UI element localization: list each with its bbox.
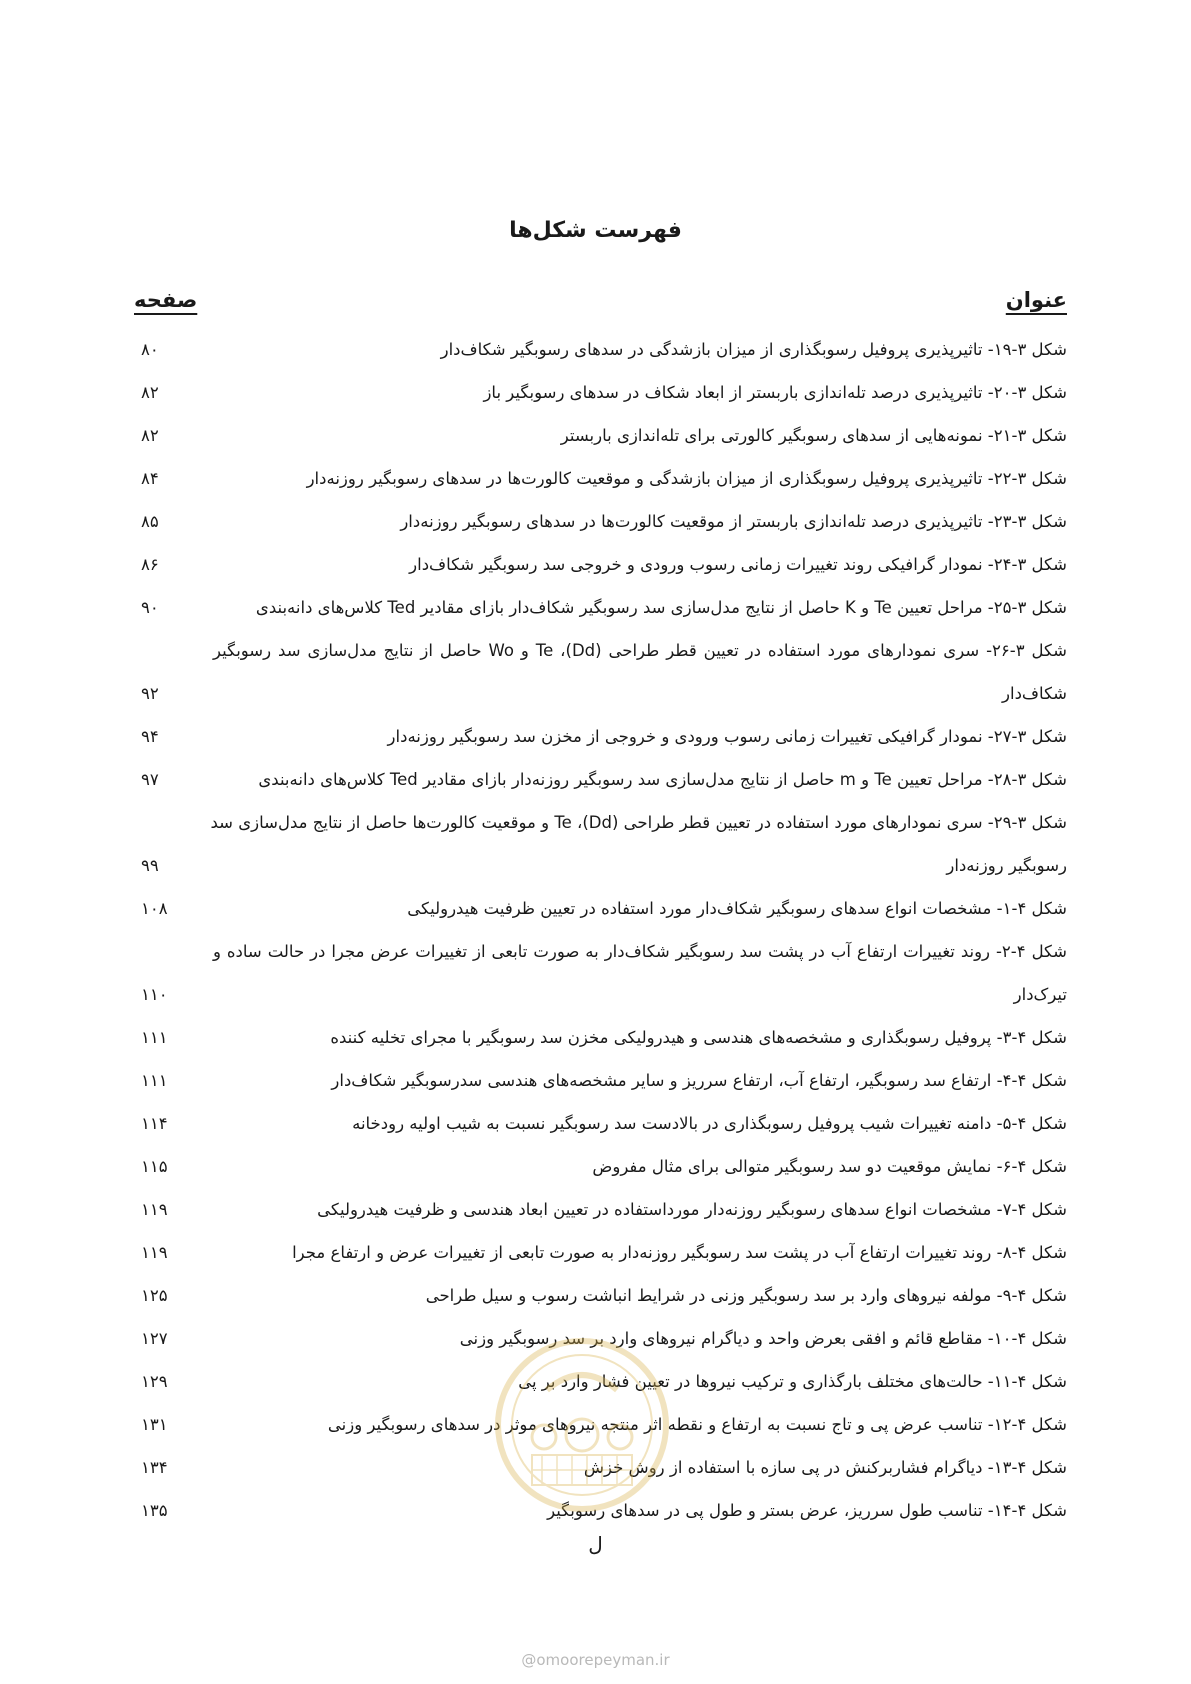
entry-page-number: ۱۲۷	[141, 1329, 168, 1348]
toc-entry[interactable]	[133, 1059, 1067, 1102]
entry-title: شکل ۴-۶- نمایش موقعیت دو سد رسوبگیر متوالی برای مثال مفروض	[592, 1157, 1067, 1176]
entry-title: شکل ۴-۴- ارتفاع سد رسوبگیر، ارتفاع آب، ارتفاع سرریز و سایر مشخصه‌های هندسی سدرسوبگیر شکاف‌دار	[331, 1071, 1067, 1090]
entry-title: شکل ۳-۲۲- تاثیرپذیری پروفیل رسوبگذاری از میزان بازشدگی و موقعیت کالورت‌ها در سدهای رسوبگیر روزنه‌دار	[306, 469, 1067, 488]
page-marker: ل	[588, 1532, 603, 1556]
column-header-title: عنوان	[1005, 288, 1067, 312]
entry-page-number: ۸۰	[141, 340, 159, 359]
toc-entry[interactable]	[133, 328, 1067, 371]
entry-title: شکل ۳-۱۹- تاثیرپذیری پروفیل رسوبگذاری از میزان بازشدگی در سدهای رسوبگیر شکاف‌دار	[440, 340, 1067, 359]
entry-page-number: ۱۳۵	[141, 1501, 168, 1520]
toc-entry[interactable]	[133, 586, 1067, 629]
toc-entry[interactable]	[133, 414, 1067, 457]
entry-page-number: ۱۳۴	[141, 1458, 168, 1477]
entry-page-number: ۱۱۹	[141, 1243, 168, 1262]
entry-title: شکل ۳-۲۷- نمودار گرافیکی تغییرات زمانی رسوب ورودی و خروجی از مخزن سد رسوبگیر روزنه‌دار	[387, 727, 1067, 746]
toc-entry[interactable]	[133, 801, 1067, 887]
entry-title-continuation: رسوبگیر روزنه‌دار	[946, 856, 1067, 875]
entry-page-number: ۱۱۵	[141, 1157, 168, 1176]
entry-title: شکل ۳-۲۳- تاثیرپذیری درصد تله‌اندازی باربستر از موقعیت کالورت‌ها در سدهای رسوبگیر روزنه‌دار	[400, 512, 1067, 531]
entry-title: شکل ۴-۱۳- دیاگرام فشاربرکنش در پی سازه با استفاده از روش خزش	[583, 1458, 1067, 1477]
entry-page-number: ۱۲۵	[141, 1286, 168, 1305]
column-header-page: صفحه	[134, 288, 198, 312]
toc-entry[interactable]	[133, 1274, 1067, 1317]
entry-title: شکل ۴-۷- مشخصات انواع سدهای رسوبگیر روزنه‌دار مورداستفاده در تعیین ابعاد هندسی و ظرفیت هیدرولیکی	[317, 1200, 1067, 1219]
entry-title: شکل ۴-۱- مشخصات انواع سدهای رسوبگیر شکاف‌دار مورد استفاده در تعیین ظرفیت هیدرولیکی	[407, 899, 1067, 918]
entry-title: شکل ۳-۲۹- سری نمودارهای مورد استفاده در تعیین قطر طراحی (Dd)، Te و موقعیت کالورت‌ها حاصل از نتایج مدل‌سازی سد	[210, 813, 1067, 832]
toc-entry[interactable]	[133, 500, 1067, 543]
toc-entry[interactable]	[133, 1188, 1067, 1231]
entry-title-continuation: شکاف‌دار	[1002, 684, 1067, 703]
watermark-site: @omoorepeyman.ir	[521, 1651, 670, 1669]
entry-page-number: ۹۲	[141, 684, 159, 703]
entry-title: شکل ۳-۲۸- مراحل تعیین Te و m حاصل از نتایج مدل‌سازی سد رسوبگیر روزنه‌دار بازای مقادیر Ted کلاس‌های دانه‌بندی	[258, 770, 1067, 789]
entry-page-number: ۸۶	[141, 555, 159, 574]
entry-title: شکل ۴-۲- روند تغییرات ارتفاع آب در پشت سد رسوبگیر شکاف‌دار به صورت تابعی از تغییرات عرض مجرا در حالت ساده و	[213, 942, 1067, 961]
entry-page-number: ۹۹	[141, 856, 159, 875]
toc-entry[interactable]	[133, 887, 1067, 930]
entry-title: شکل ۴-۸- روند تغییرات ارتفاع آب در پشت سد رسوبگیر روزنه‌دار به صورت تابعی از تغییرات عرض و ارتفاع مجرا	[292, 1243, 1067, 1262]
entry-page-number: ۸۵	[141, 512, 159, 531]
entry-title: شکل ۴-۱۲- تناسب عرض پی و تاج نسبت به ارتفاع و نقطه اثر منتجه نیروهای موثر در سدهای رسوبگیر وزنی	[327, 1415, 1067, 1434]
entry-page-number: ۱۳۱	[141, 1415, 168, 1434]
entry-page-number: ۱۰۸	[141, 899, 168, 918]
toc-entry[interactable]	[133, 629, 1067, 715]
toc-entry[interactable]	[133, 758, 1067, 801]
entry-page-number: ۱۱۴	[141, 1114, 168, 1133]
entry-title: شکل ۴-۱۱- حالت‌های مختلف بارگذاری و ترکیب نیروها در تعیین فشار وارد بر پی	[518, 1372, 1067, 1391]
page-title: فهرست شکل‌ها	[509, 218, 682, 243]
entry-title: شکل ۳-۲۶- سری نمودارهای مورد استفاده در تعیین قطر طراحی (Dd)، Te و Wo حاصل از نتایج مدل‌سازی سد رسوبگیر	[213, 641, 1067, 660]
toc-entry[interactable]	[133, 715, 1067, 758]
entry-page-number: ۹۷	[141, 770, 159, 789]
entry-title: شکل ۳-۲۰- تاثیرپذیری درصد تله‌اندازی باربستر از ابعاد شکاف در سدهای رسوبگیر باز	[483, 383, 1067, 402]
entry-title-continuation: تیرک‌دار	[1013, 985, 1067, 1004]
entry-page-number: ۱۱۰	[141, 985, 168, 1004]
entry-title: شکل ۴-۳- پروفیل رسوبگذاری و مشخصه‌های هندسی و هیدرولیکی مخزن سد رسوبگیر با مجرای تخلیه کننده	[330, 1028, 1067, 1047]
entry-title: شکل ۴-۹- مولفه نیروهای وارد بر سد رسوبگیر وزنی در شرایط انباشت رسوب و سیل طراحی	[425, 1286, 1067, 1305]
entry-page-number: ۸۲	[141, 426, 159, 445]
entry-page-number: ۸۲	[141, 383, 159, 402]
entry-page-number: ۱۱۱	[141, 1028, 168, 1047]
watermark-logo	[492, 1335, 672, 1515]
toc-entry[interactable]	[133, 1102, 1067, 1145]
toc-entry[interactable]	[133, 1231, 1067, 1274]
entry-page-number: ۹۰	[141, 598, 159, 617]
entry-page-number: ۱۱۱	[141, 1071, 168, 1090]
entry-page-number: ۱۲۹	[141, 1372, 168, 1391]
entry-page-number: ۸۴	[141, 469, 159, 488]
toc-entry[interactable]	[133, 1145, 1067, 1188]
toc-entry[interactable]	[133, 457, 1067, 500]
entry-page-number: ۱۱۹	[141, 1200, 168, 1219]
toc-entry[interactable]	[133, 371, 1067, 414]
entry-title: شکل ۴-۱۰- مقاطع قائم و افقی بعرض واحد و دیاگرام نیروهای وارد بر سد رسوبگیر وزنی	[459, 1329, 1067, 1348]
toc-entry[interactable]	[133, 1016, 1067, 1059]
toc-entry[interactable]	[133, 930, 1067, 1016]
entry-title: شکل ۴-۵- دامنه تغییرات شیب پروفیل رسوبگذاری در بالادست سد رسوبگیر نسبت به شیب اولیه رودخانه	[352, 1114, 1067, 1133]
entry-title: شکل ۴-۱۴- تناسب طول سرریز، عرض بستر و طول پی در سدهای رسوبگیر	[547, 1501, 1067, 1520]
entry-page-number: ۹۴	[141, 727, 159, 746]
entry-title: شکل ۳-۲۵- مراحل تعیین Te و K حاصل از نتایج مدل‌سازی سد رسوبگیر شکاف‌دار بازای مقادیر Ted کلاس‌های دانه‌بندی	[255, 598, 1067, 617]
entry-title: شکل ۳-۲۴- نمودار گرافیکی روند تغییرات زمانی رسوب ورودی و خروجی سد رسوبگیر شکاف‌دار	[409, 555, 1067, 574]
entry-title: شکل ۳-۲۱- نمونه‌هایی از سدهای رسوبگیر کالورتی برای تله‌اندازی باربستر	[560, 426, 1067, 445]
toc-entry[interactable]	[133, 543, 1067, 586]
